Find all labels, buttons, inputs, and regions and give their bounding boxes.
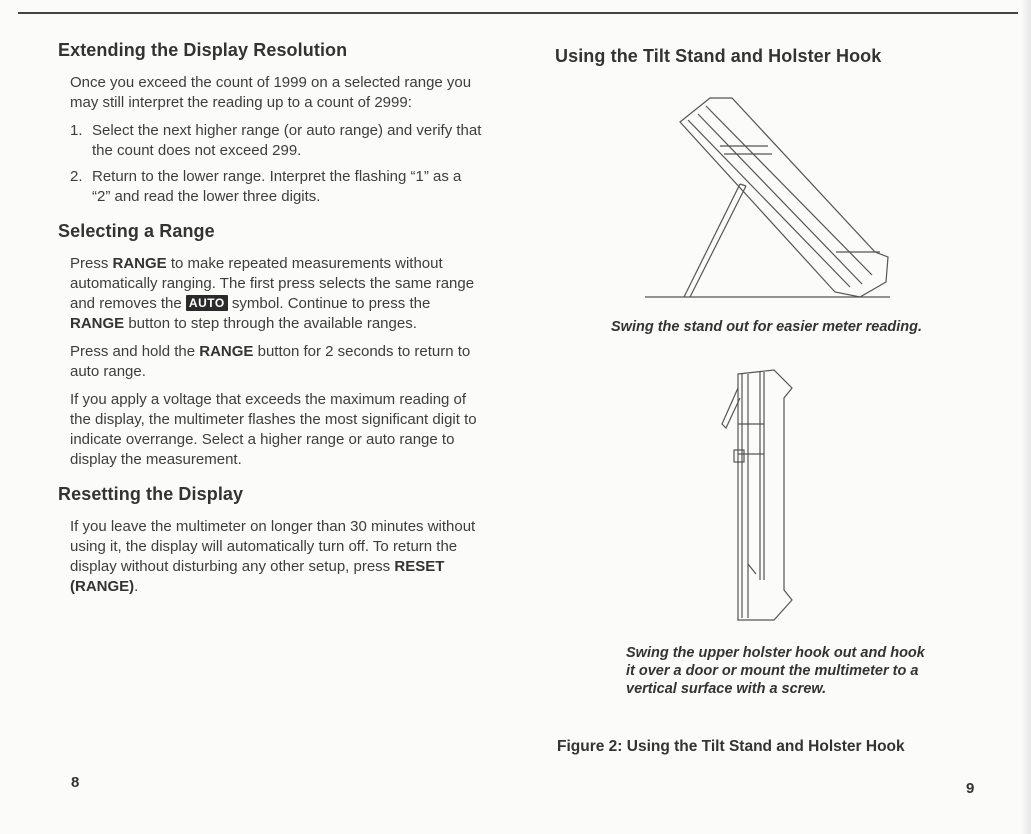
text-run: to make repeated measurements without automatically ranging. The first press selects the same range and removes the	[70, 255, 475, 312]
caption-holster-hook: Swing the upper holster hook out and hook it over a door or mount the multimeter to a vertical surface with a screw.	[626, 645, 925, 697]
list-item	[70, 121, 483, 161]
intro-paragraph: Once you exceed the count of 1999 on a selected range you may still interpret the reading up to a count of 2999:	[70, 74, 472, 111]
hook-arm	[722, 388, 740, 428]
heading-selecting-range: Selecting a Range	[58, 221, 215, 241]
range-paragraph-1	[70, 254, 483, 334]
text-run: .	[134, 578, 139, 595]
section-extending-resolution	[58, 40, 483, 207]
text-run: If you leave the multimeter on longer than 30 minutes without using it, the display will automatically turn off. To return the display without disturbing any other setup, press	[70, 518, 476, 575]
page-number-right: 9	[966, 780, 975, 797]
tilt-stand-illustration	[640, 92, 900, 302]
text-run: button to step through the available ranges.	[124, 315, 417, 332]
reset-paragraph	[70, 517, 483, 597]
step-number: 1.	[70, 122, 83, 139]
page-edge-shadow	[1021, 0, 1031, 834]
step-text: Select the next higher range (or auto range) and verify that the count does not exceed 299.	[92, 122, 482, 159]
section-resetting-display	[58, 484, 483, 597]
text-run: symbol. Continue to press the	[227, 295, 431, 312]
range-paragraph-3: If you apply a voltage that exceeds the maximum reading of the display, the multimeter flashes the most significant digit to indicate overrange. Select a higher range or auto range to display the measurement.	[70, 391, 477, 468]
text-run: Press and hold the	[70, 343, 200, 360]
range-key-label: RANGE	[112, 255, 167, 272]
auto-symbol-badge: AUTO	[186, 295, 228, 311]
heading-tilt-stand: Using the Tilt Stand and Holster Hook	[555, 46, 882, 66]
range-paragraph-2	[70, 342, 483, 382]
holster-hook-illustration	[712, 364, 802, 626]
range-key-label: RANGE	[70, 315, 125, 332]
heading-extending-resolution: Extending the Display Resolution	[58, 40, 348, 60]
meter-side-outline	[738, 370, 792, 620]
left-page-column	[58, 40, 483, 605]
page-number-left: 8	[71, 774, 80, 791]
top-rule	[18, 12, 1018, 14]
text-run: Press	[70, 255, 113, 272]
list-item	[70, 167, 483, 207]
section-selecting-range	[58, 221, 483, 470]
caption-tilt-stand: Swing the stand out for easier meter reading.	[611, 319, 923, 335]
reset-key-label: RESET (RANGE)	[70, 558, 445, 595]
step-number: 2.	[70, 168, 83, 185]
figure-title: Figure 2: Using the Tilt Stand and Holster Hook	[557, 738, 905, 755]
right-page-column	[555, 46, 985, 79]
stand-leg	[684, 184, 740, 297]
text-run: button for 2 seconds to return to auto range.	[70, 343, 471, 380]
steps-list	[70, 121, 483, 207]
step-text: Return to the lower range. Interpret the flashing “1” as a “2” and read the lower three digits.	[92, 168, 462, 205]
range-key-label: RANGE	[199, 343, 254, 360]
heading-resetting-display: Resetting the Display	[58, 484, 244, 504]
